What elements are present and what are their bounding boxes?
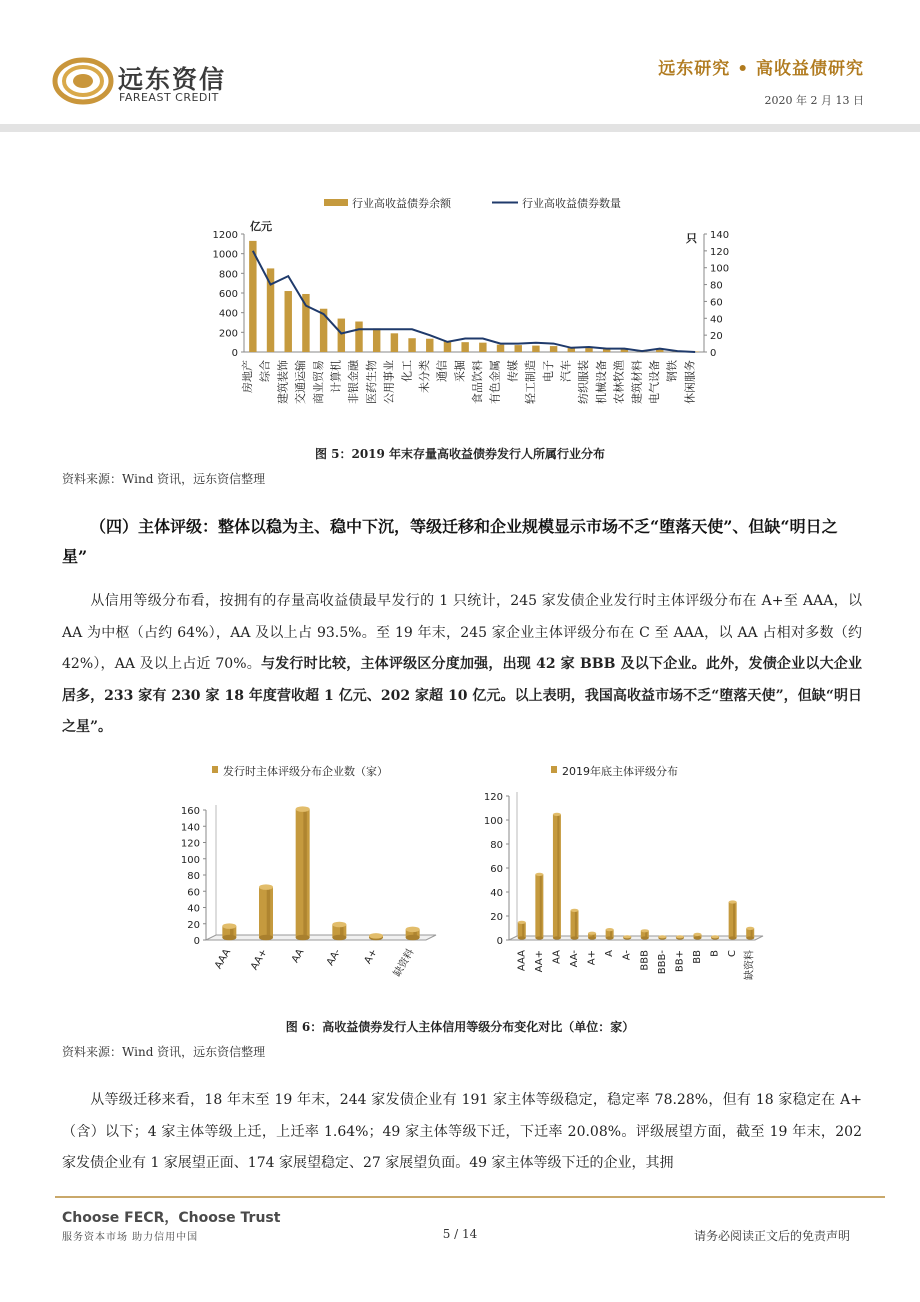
category-label: 公用事业 xyxy=(382,360,396,404)
bar-传媒 xyxy=(515,345,522,352)
bar-base xyxy=(694,936,702,939)
logo-chinese-name: 远东资信 xyxy=(118,65,227,94)
category-label: 纺织服装 xyxy=(577,360,591,404)
category-label: 钢铁 xyxy=(665,360,679,382)
bar-AA xyxy=(296,809,310,937)
report-series-title: 远东研究 • 高收益债研究 xyxy=(658,59,864,79)
right-axis-unit: 只 xyxy=(686,232,697,245)
category-label: 休闲服务 xyxy=(683,360,697,405)
bar-top xyxy=(535,873,543,876)
bar-有色金属 xyxy=(497,345,504,352)
bar-base xyxy=(606,936,614,939)
bar-化工 xyxy=(408,338,415,352)
figure5-industry-chart xyxy=(200,190,760,440)
bar-食品饮料 xyxy=(479,343,486,352)
left-tick-label: 400 xyxy=(218,308,238,320)
category-label: 计算机 xyxy=(329,360,343,393)
y-tick-label: 0 xyxy=(193,936,200,947)
figure6-source: 资料来源：Wind 资讯，远东资信整理 xyxy=(62,1045,266,1059)
category-label: 轻工制造 xyxy=(524,360,538,404)
bar-base xyxy=(332,935,346,941)
right-tick-label: 120 xyxy=(710,246,730,258)
y-tick-label: 100 xyxy=(180,854,200,866)
category-label: 汽车 xyxy=(559,360,573,382)
footer-subtitle: 服务资本市场 助力信用中国 xyxy=(62,1232,199,1243)
category-label: AA+ xyxy=(533,950,545,973)
left-tick-label: 200 xyxy=(218,328,238,340)
right-tick-label: 140 xyxy=(710,230,730,241)
bar-shade xyxy=(557,814,559,938)
category-label: 非银金融 xyxy=(347,360,361,404)
figure6-2019-rating-chart xyxy=(465,758,775,998)
header-divider xyxy=(0,124,920,132)
bar-shade xyxy=(733,902,735,938)
bar-base xyxy=(406,935,420,941)
legend-line-label: 行业高收益债券数量 xyxy=(522,197,621,210)
category-label: 交通运输 xyxy=(294,360,308,404)
bar-AA xyxy=(553,814,561,938)
bar-未分类 xyxy=(426,339,433,352)
bar-shade xyxy=(575,910,577,938)
category-label: 传媒 xyxy=(506,360,520,382)
category-label: A+ xyxy=(362,947,380,966)
category-label: 缺资料 xyxy=(391,947,417,979)
count-series-line xyxy=(253,251,695,352)
category-label: AAA xyxy=(516,950,528,972)
bar-top xyxy=(606,928,614,931)
y-tick-label: 0 xyxy=(496,936,503,947)
y-tick-label: 60 xyxy=(490,864,503,875)
chart-floor xyxy=(509,936,763,940)
left-tick-label: 800 xyxy=(218,269,238,281)
category-label: 建筑材料 xyxy=(630,360,644,404)
category-label: AA+ xyxy=(249,947,270,973)
y-tick-label: 40 xyxy=(490,888,503,899)
bar-shade xyxy=(522,922,524,938)
bar-AAA xyxy=(518,922,526,938)
figure6-issuance-rating-chart xyxy=(160,758,450,998)
left-tick-label: 1000 xyxy=(212,249,238,261)
bar-top xyxy=(406,927,420,933)
section-heading-text: （四）主体评级：整体以稳为主、稳中下沉，等级迁移和企业规模显示市场不乏“堕落天使”、但缺“明日之星” xyxy=(62,517,838,566)
paragraph-1-bold: 与发行时比较，主体评级区分度加强，出现 42 家 BBB 及以下企业。此外，发债企业以大企业居多，233 家有 230 家 18 年度营收超 1 亿元、202 家超 10 亿元。以上表明，我国高收益市场不乏“堕落天使”，但缺“明日之星”。 xyxy=(62,656,862,735)
category-label: A+ xyxy=(586,950,598,966)
bar-采掘 xyxy=(461,342,468,352)
bar-top xyxy=(623,935,631,938)
legend-swatch xyxy=(551,766,557,773)
bar-公用事业 xyxy=(391,333,398,352)
right-tick-label: 40 xyxy=(710,314,723,326)
category-label: AA- xyxy=(324,947,344,968)
y-tick-label: 100 xyxy=(483,816,503,827)
bar-base xyxy=(571,936,579,939)
bar-AA+ xyxy=(259,887,273,937)
bar-非银金融 xyxy=(355,322,362,352)
bar-top xyxy=(746,927,754,930)
y-tick-label: 80 xyxy=(187,871,200,882)
right-tick-label: 100 xyxy=(710,263,730,275)
category-label: C xyxy=(727,950,739,957)
category-label: 化工 xyxy=(400,360,414,382)
bar-base xyxy=(535,936,543,939)
bar-base xyxy=(588,936,596,939)
category-label: 通信 xyxy=(435,360,449,382)
bar-轻工制造 xyxy=(532,346,539,352)
bar-base xyxy=(222,935,236,941)
bar-top xyxy=(332,922,346,928)
figure5-source: 资料来源：Wind 资讯，远东资信整理 xyxy=(62,472,266,486)
category-label: BBB xyxy=(639,950,651,971)
left-tick-label: 0 xyxy=(231,348,238,359)
category-label: BB+ xyxy=(674,950,686,973)
bar-AA+ xyxy=(535,874,543,938)
footer-disclaimer: 请务必阅读正文后的免责声明 xyxy=(693,1229,850,1243)
bar-base xyxy=(641,936,649,939)
legend-label: 发行时主体评级分布企业数（家） xyxy=(223,765,388,778)
y-tick-label: 120 xyxy=(483,792,503,803)
left-tick-label: 1200 xyxy=(212,230,238,241)
bar-top xyxy=(222,923,236,929)
category-label: 有色金属 xyxy=(488,360,502,404)
legend-label: 2019年底主体评级分布 xyxy=(562,765,678,778)
footer-divider xyxy=(55,1196,885,1198)
legend-swatch xyxy=(212,766,218,773)
category-label: 综合 xyxy=(258,360,272,382)
bar-shade xyxy=(267,887,271,937)
right-tick-label: 60 xyxy=(710,297,723,309)
bar-计算机 xyxy=(338,319,345,352)
bar-base xyxy=(518,936,526,939)
left-tick-label: 600 xyxy=(218,289,238,300)
y-tick-label: 80 xyxy=(490,840,503,851)
bar-base xyxy=(746,936,754,939)
category-label: BB xyxy=(692,950,703,964)
category-label: 食品饮料 xyxy=(471,360,485,404)
bar-top xyxy=(729,900,737,903)
right-tick-label: 80 xyxy=(710,280,723,292)
category-label: AAA xyxy=(213,947,234,972)
paragraph-2-text: 从等级迁移来看，18 年末至 19 年末，244 家发债企业有 191 家主体等级稳定，稳定率 78.28%，但有 18 家稳定在 A+（含）以下；4 家主体等级上迁，上迁率 1.64%；49 家主体等级下迁，下迁率 20.08%。评级展望方面，截至 19 年末，202 家发债企业有 1 家展望正面、174 家展望稳定、27 家展望负面。49 家主体等级下迁的企业，其拥 xyxy=(62,1092,862,1171)
category-label: AA xyxy=(551,950,563,964)
category-label: 建筑装饰 xyxy=(276,360,290,404)
category-label: AA- xyxy=(569,950,580,968)
section-paragraph-1 xyxy=(62,586,862,744)
company-logo-icon xyxy=(52,56,114,106)
figure5-caption: 图 5：2019 年末存量高收益债券发行人所属行业分布 xyxy=(314,447,606,461)
chart-floor xyxy=(206,935,436,940)
bar-top xyxy=(518,921,526,924)
category-label: 机械设备 xyxy=(594,360,608,404)
left-axis-unit: 亿元 xyxy=(250,220,272,233)
bar-top xyxy=(658,935,666,938)
bar-shade xyxy=(303,809,307,937)
bar-top xyxy=(641,929,649,932)
category-label: 缺资料 xyxy=(744,950,756,980)
bar-top xyxy=(259,884,273,890)
y-tick-label: 20 xyxy=(490,912,503,923)
report-date: 2020 年 2 月 13 日 xyxy=(764,94,864,107)
category-label: 商业贸易 xyxy=(311,360,325,404)
section-heading xyxy=(62,512,862,572)
y-tick-label: 60 xyxy=(187,887,200,899)
category-label: 农林牧渔 xyxy=(612,360,626,404)
y-tick-label: 140 xyxy=(180,822,200,834)
figure6-caption: 图 6：高收益债券发行人主体信用等级分布变化对比（单位：家） xyxy=(285,1020,635,1034)
page-number: 5 / 14 xyxy=(442,1227,478,1241)
footer-tagline: Choose FECR，Choose Trust xyxy=(62,1210,281,1226)
section-paragraph-2 xyxy=(62,1085,862,1180)
category-label: 电子 xyxy=(541,360,555,382)
legend-bar-swatch xyxy=(324,199,348,206)
bar-纺织服装 xyxy=(585,348,592,352)
category-label: AA xyxy=(289,947,307,965)
bar-top xyxy=(694,933,702,936)
bar-top xyxy=(296,806,310,812)
logo-english-name: FAREAST CREDIT xyxy=(119,91,219,104)
bar-top xyxy=(676,935,684,938)
bar-建筑装饰 xyxy=(285,291,292,352)
category-label: A xyxy=(604,950,616,957)
category-label: B xyxy=(709,950,721,957)
y-tick-label: 20 xyxy=(187,919,200,931)
right-tick-label: 20 xyxy=(710,331,723,343)
category-label: 未分类 xyxy=(417,360,431,393)
y-tick-label: 40 xyxy=(187,903,200,915)
y-tick-label: 160 xyxy=(180,806,200,817)
bar-shade xyxy=(540,874,542,938)
category-label: 房地产 xyxy=(241,360,255,393)
bar-医药生物 xyxy=(373,328,380,352)
bar-base xyxy=(259,935,273,941)
bar-base xyxy=(729,936,737,939)
bar-电子 xyxy=(550,346,557,352)
bar-top xyxy=(711,935,719,938)
bar-base xyxy=(296,935,310,941)
bar-C xyxy=(729,902,737,938)
paragraph-1-plain: 从信用等级分布看，按拥有的存量高收益债最早发行的 1 只统计，245 家发债企业发行时主体评级分布在 A+至 AAA，以 AA 为中枢（占约 64%），AA 及以上占 93.5%。至 19 年末，245 家企业主体评级分布在 C 至 AAA，以 AA 占相对多数（约 42%），AA 及以上占近 70%。 xyxy=(62,593,862,672)
bar-top xyxy=(588,932,596,935)
category-label: A- xyxy=(621,950,633,961)
right-tick-label: 0 xyxy=(710,348,717,359)
legend-bar-label: 行业高收益债券余额 xyxy=(352,197,451,210)
category-label: 医药生物 xyxy=(364,360,378,404)
category-label: 采掘 xyxy=(453,360,467,382)
y-tick-label: 120 xyxy=(180,838,200,850)
bar-top xyxy=(553,813,561,816)
bar-top xyxy=(571,909,579,912)
bar-top xyxy=(369,933,383,939)
category-label: BBB- xyxy=(656,950,668,975)
bar-AA- xyxy=(571,910,579,938)
bar-base xyxy=(553,936,561,939)
category-label: 电气设备 xyxy=(647,360,661,404)
